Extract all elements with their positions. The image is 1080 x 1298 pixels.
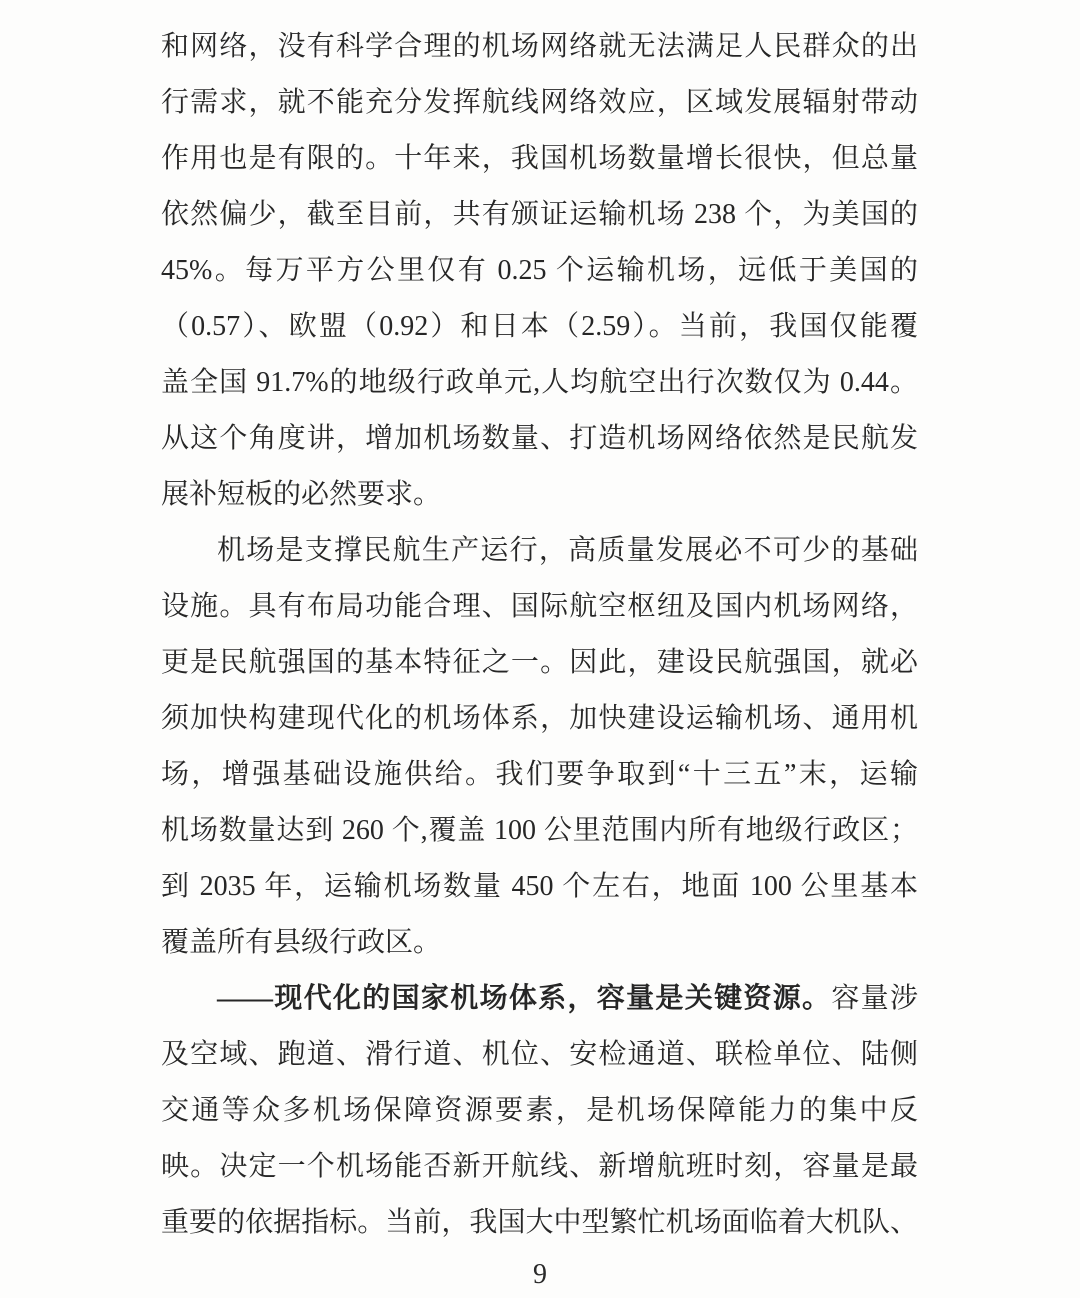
text-line: 展补短板的必然要求。	[161, 479, 442, 510]
text-line: 盖全国 91.7%的地级行政单元,人均航空出行次数仅为 0.44。	[161, 367, 918, 398]
text-column	[161, 19, 918, 1251]
text-line: 行需求，就不能充分发挥航线网络效应，区域发展辐射带动	[161, 87, 918, 118]
text-line: 须加快构建现代化的机场体系，加快建设运输机场、通用机	[161, 703, 918, 734]
text-line: 覆盖所有县级行政区。	[161, 927, 442, 958]
text-line: （0.57）、欧盟（0.92）和日本（2.59）。当前，我国仅能覆	[161, 311, 918, 342]
text-line: 设施。具有布局功能合理、国际航空枢纽及国内机场网络，	[161, 591, 918, 622]
text-line: 机场数量达到 260 个,覆盖 100 公里范围内所有地级行政区；	[161, 815, 918, 846]
page-number: 9	[533, 1259, 547, 1290]
text-line: 机场是支撑民航生产运行，高质量发展必不可少的基础	[217, 535, 918, 566]
text-line: 依然偏少，截至目前，共有颁证运输机场 238 个，为美国的	[161, 199, 918, 230]
text-line: 和网络，没有科学合理的机场网络就无法满足人民群众的出	[161, 31, 918, 62]
text-line: 作用也是有限的。十年来，我国机场数量增长很快，但总量	[161, 143, 918, 174]
text-line: 映。决定一个机场能否新开航线、新增航班时刻，容量是最	[161, 1151, 918, 1182]
text-line: 重要的依据指标。当前，我国大中型繁忙机场面临着大机队、	[161, 1207, 918, 1238]
text-line-tail: 容量涉	[831, 983, 918, 1014]
text-line: 交通等众多机场保障资源要素，是机场保障能力的集中反	[161, 1095, 918, 1126]
text-line: 从这个角度讲，增加机场数量、打造机场网络依然是民航发	[161, 423, 918, 454]
text-line: 场，增强基础设施供给。我们要争取到“十三五”末，运输	[161, 759, 918, 790]
text-line-emphasized	[161, 971, 918, 1027]
text-line: 及空域、跑道、滑行道、机位、安检通道、联检单位、陆侧	[161, 1039, 918, 1070]
text-line: 45%。每万平方公里仅有 0.25 个运输机场，远低于美国的	[161, 255, 918, 286]
text-line: 到 2035 年，运输机场数量 450 个左右，地面 100 公里基本	[161, 871, 918, 902]
text-line: 更是民航强国的基本特征之一。因此，建设民航强国，就必	[161, 647, 918, 678]
bold-lead-text: ——现代化的国家机场体系，容量是关键资源。	[217, 983, 832, 1014]
